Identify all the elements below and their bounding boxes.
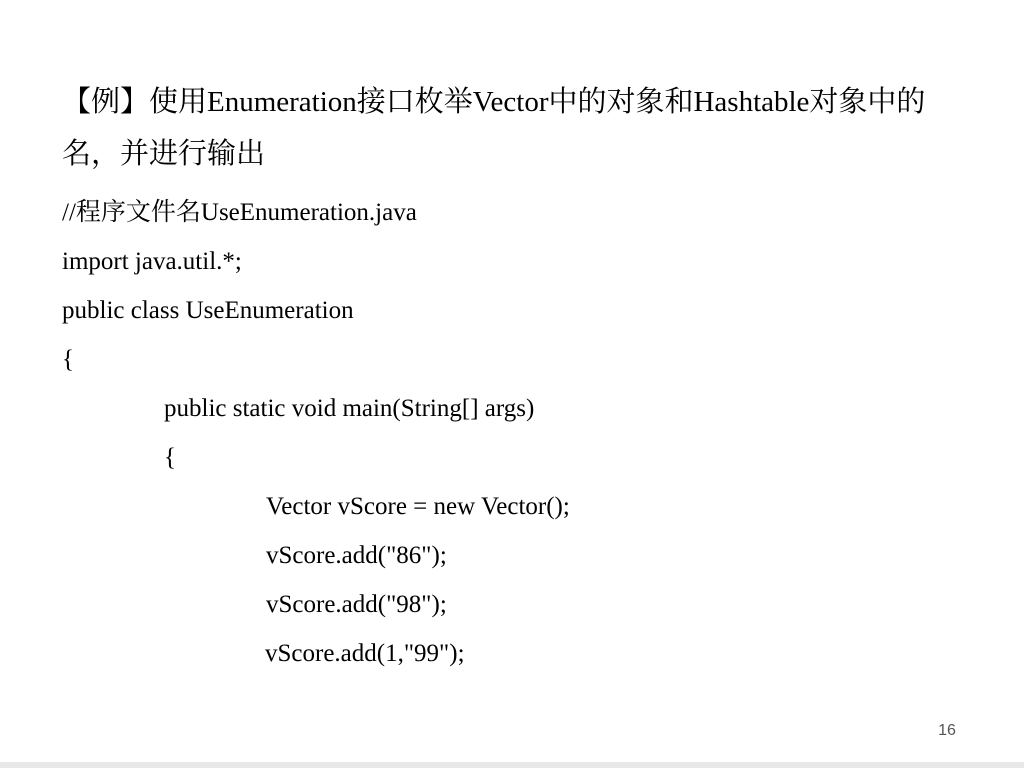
code-line-method-open-brace: { bbox=[164, 444, 176, 471]
code-line-import: import java.util.*; bbox=[62, 248, 242, 275]
code-line-main-method: public static void main(String[] args) bbox=[164, 395, 535, 422]
page-number: 16 bbox=[938, 722, 956, 739]
code-line-add-99: vScore.add(1,"99"); bbox=[265, 640, 465, 667]
bottom-divider bbox=[0, 762, 1024, 768]
slide-title: 【例】使用Enumeration接口枚举Vector中的对象和Hashtable对象中的名，并进行输出 bbox=[62, 86, 926, 170]
code-line-add-98: vScore.add("98"); bbox=[266, 591, 447, 618]
code-line-class-open-brace: { bbox=[62, 346, 74, 373]
code-block bbox=[62, 190, 962, 680]
code-line-add-86: vScore.add("86"); bbox=[266, 542, 447, 569]
code-line-vector-declaration: Vector vScore = new Vector(); bbox=[266, 493, 570, 520]
code-line-class-declaration: public class UseEnumeration bbox=[62, 297, 354, 324]
code-line-comment: //程序文件名UseEnumeration.java bbox=[62, 199, 417, 226]
